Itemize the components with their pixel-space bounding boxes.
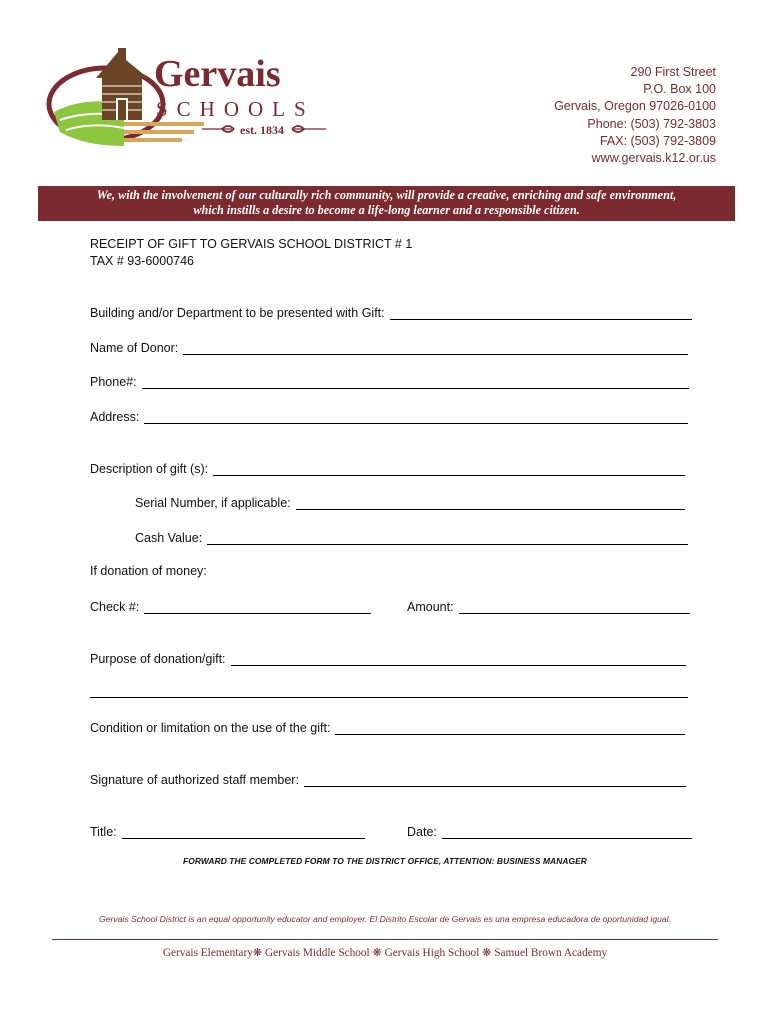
serial-input-line[interactable]: [296, 495, 685, 510]
cash-value-input-line[interactable]: [207, 530, 688, 545]
donor-input-line[interactable]: [183, 340, 688, 355]
check-label: Check #:: [90, 600, 140, 614]
school-high: Gervais High School: [384, 947, 480, 959]
flower-separator-icon: ❋: [482, 947, 492, 959]
address-street: 290 First Street: [630, 65, 716, 79]
condition-input-line[interactable]: [335, 720, 685, 735]
address-phone: Phone: (503) 792-3803: [587, 116, 716, 131]
address-fax: FAX: (503) 792-3809: [599, 133, 716, 148]
amount-label: Amount:: [407, 600, 454, 614]
purpose-continuation-line[interactable]: [90, 697, 688, 698]
logo-name: Gervais: [154, 53, 281, 95]
building-input-line[interactable]: [390, 305, 692, 320]
purpose-field: [90, 650, 686, 666]
purpose-label: Purpose of donation/gift:: [90, 652, 226, 666]
mission-banner: [38, 186, 735, 221]
condition-label: Condition or limitation on the use of the gift:: [90, 721, 331, 735]
purpose-input-line[interactable]: [231, 651, 686, 666]
description-label: Description of gift (s):: [90, 462, 209, 476]
money-donation-heading: If donation of money:: [90, 564, 207, 578]
date-input-line[interactable]: [442, 824, 692, 839]
address-field: [90, 408, 688, 424]
footer-divider: [52, 939, 718, 940]
date-field: [407, 823, 692, 839]
serial-label: Serial Number, if applicable:: [135, 496, 291, 510]
title-input-line[interactable]: [122, 824, 365, 839]
receipt-title: RECEIPT OF GIFT TO GERVAIS SCHOOL DISTRICT # 1: [90, 237, 413, 251]
phone-input-line[interactable]: [142, 374, 689, 389]
logo-est: est. 1834: [240, 123, 284, 137]
donor-label: Name of Donor:: [90, 341, 179, 355]
school-academy: Samuel Brown Academy: [494, 947, 608, 959]
mission-line-2: which instills a desire to become a life-long learner and a responsible citizen.: [193, 203, 580, 217]
check-field: [90, 598, 371, 614]
flower-separator-icon: ❋: [252, 947, 263, 959]
building-field: [90, 304, 692, 320]
address-po-box: P.O. Box 100: [643, 82, 716, 97]
phone-field: [90, 373, 689, 389]
gervais-schools-logo: [44, 48, 354, 160]
district-address: [554, 64, 716, 167]
address-input-line[interactable]: [144, 409, 688, 424]
flower-separator-icon: ❋: [372, 947, 382, 959]
signature-field: [90, 771, 686, 787]
condition-field: [90, 719, 685, 735]
description-input-line[interactable]: [213, 461, 685, 476]
school-list: [0, 946, 770, 959]
cash-value-label: Cash Value:: [135, 531, 203, 545]
signature-label: Signature of authorized staff member:: [90, 773, 299, 787]
forward-instruction: FORWARD THE COMPLETED FORM TO THE DISTRICT OFFICE, ATTENTION: BUSINESS MANAGER: [183, 856, 587, 866]
equal-opportunity-statement: Gervais School District is an equal opportunity educator and employer. El Distrito Escolar de Gervais es una empresa educadora de oportunidad igual.: [99, 914, 671, 924]
school-elementary: Gervais Elementary: [162, 947, 253, 959]
address-city: Gervais, Oregon 97026-0100: [554, 99, 716, 114]
serial-field: [135, 494, 685, 510]
mission-line-1: We, with the involvement of our culturally rich community, will provide a creative, enriching and safe environment,: [96, 188, 677, 202]
logo-graphic: [44, 48, 354, 160]
description-field: [90, 460, 685, 476]
receipt-tax-number: TAX # 93-6000746: [90, 254, 195, 268]
cash-value-field: [135, 529, 688, 545]
donor-field: [90, 339, 688, 355]
title-label: Title:: [90, 825, 117, 839]
phone-label: Phone#:: [90, 375, 137, 389]
date-label: Date:: [407, 825, 437, 839]
amount-field: [407, 598, 690, 614]
check-input-line[interactable]: [144, 599, 371, 614]
receipt-header: [90, 236, 412, 270]
amount-input-line[interactable]: [459, 599, 690, 614]
building-label: Building and/or Department to be presented with Gift:: [90, 306, 385, 320]
logo-sub: SCHOOLS: [156, 97, 315, 121]
school-middle: Gervais Middle School: [264, 947, 370, 959]
address-label: Address:: [90, 410, 140, 424]
address-website: www.gervais.k12.or.us: [591, 151, 716, 166]
signature-input-line[interactable]: [304, 772, 686, 787]
title-field: [90, 823, 365, 839]
